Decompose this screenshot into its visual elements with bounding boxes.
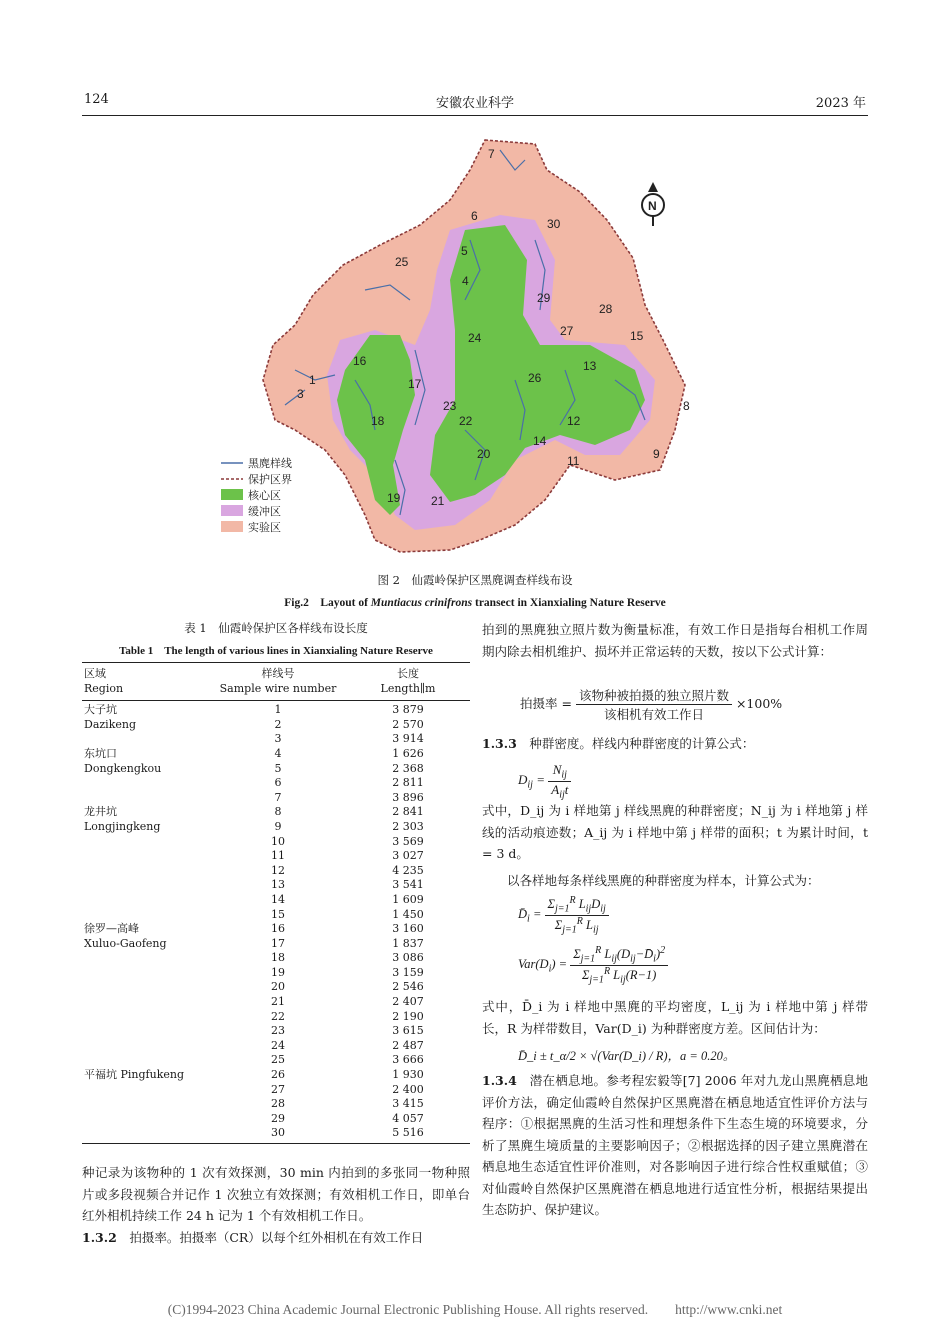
table-cell-num: 21 (271, 995, 285, 1009)
map-label-12: 12 (567, 414, 581, 428)
table-cell-num: 24 (271, 1038, 285, 1052)
table-row (82, 1068, 470, 1083)
table-cell-num: 13 (271, 878, 285, 892)
table-cell-num: 29 (271, 1111, 285, 1125)
table-title-cn: 表 1 仙霞岭保护区各样线布设长度 (184, 621, 368, 635)
map-label-29: 29 (537, 291, 551, 305)
table-row (82, 966, 470, 981)
table-cell-region: 平福坑 Pingfukeng (84, 1068, 184, 1082)
table-cell-len: 2 841 (392, 805, 424, 819)
table-row (82, 1097, 470, 1112)
table-cell-len: 2 407 (392, 995, 424, 1009)
map-label-17: 17 (408, 377, 422, 391)
map-label-5: 5 (461, 244, 468, 258)
formula-density: $D_{ij}$ = $\frac{N_{ij}}{A_{ij}t}$ (518, 762, 571, 800)
table-cell-num: 28 (271, 1097, 285, 1111)
map-label-27: 27 (560, 324, 574, 338)
map-label-22: 22 (459, 414, 473, 428)
table-row (82, 1010, 470, 1025)
table-cell-len: 3 541 (392, 878, 424, 892)
table-cell-num: 4 (274, 746, 282, 760)
table-cell-num: 9 (274, 819, 282, 833)
table-cell-region (82, 864, 210, 879)
table-row (82, 951, 470, 966)
table-cell-num: 6 (274, 776, 282, 790)
table-cell-len: 3 896 (392, 790, 424, 804)
table-cell-region: Xuluo-Gaofeng (84, 936, 167, 950)
map-label-30: 30 (547, 217, 561, 231)
table-row (82, 718, 470, 733)
table-cell-region (82, 732, 210, 747)
table-row (82, 922, 470, 937)
table-row (82, 835, 470, 850)
table-cell-region: 东坑口 (84, 746, 117, 760)
definition-paragraph-2: 式中，D̄_i 为 i 样地中黑麂的平均密度，L_ij 为 i 样地中第 j 样带长，R 为样带数目，Var(D_i) 为种群密度方差。区间估计为： (482, 999, 868, 1036)
table-cell-len: 3 027 (392, 849, 424, 863)
table-row (82, 820, 470, 835)
legend-swatch-buffer (221, 505, 243, 516)
table-cell-region (82, 951, 210, 966)
table-cell-region (82, 791, 210, 806)
table-cell-num: 25 (271, 1053, 285, 1067)
table-cell-region (82, 878, 210, 893)
table-cell-num: 17 (271, 936, 285, 950)
table-row (82, 1024, 470, 1039)
table-cell-num: 30 (271, 1126, 285, 1140)
table-cell-num: 8 (274, 805, 282, 819)
table-cell-len: 2 570 (392, 717, 424, 731)
table-row (82, 1039, 470, 1054)
table-cell-region (82, 995, 210, 1010)
header-year: 2023 年 (815, 96, 866, 111)
table-cell-num: 11 (271, 849, 285, 863)
table-cell-region: 龙井坑 (84, 805, 117, 819)
formula-variance: $Var(D_i)$ = $\frac{\Sigma_{j=1}^R L_{ij}(D_{ij}-D̄_i)^2}{\Sigma_{j=1}^R L_{ij}(R-1)}$ (518, 945, 668, 985)
table-cell-len: 2 190 (392, 1009, 424, 1023)
table-cell-len: 3 415 (392, 1097, 424, 1111)
section-1-3-3: 1.3.3 种群密度。样线内种群密度的计算公式： (482, 736, 755, 751)
table-row (82, 980, 470, 995)
table-row (82, 864, 470, 879)
figure-caption-en: Fig.2 Layout of Muntiacus crinifrons transect in Xianxialing Nature Reserve (284, 597, 666, 609)
table-cell-num: 26 (271, 1068, 285, 1082)
table-cell-len: 3 615 (392, 1024, 424, 1038)
formula-cr: 拍摄率 = $\frac{\text{该物种被拍摄的独立照片数}}{\text{该相机有效工作日}}$ ×100% (520, 688, 783, 722)
table-cell-region: 大子坑 (84, 703, 117, 717)
compass-icon (642, 182, 664, 226)
table-cell-num: 16 (271, 922, 285, 936)
table-cell-len: 1 930 (392, 1068, 424, 1082)
table-cell-num: 10 (271, 834, 285, 848)
map-label-15: 15 (630, 329, 644, 343)
map-label-16: 16 (353, 354, 367, 368)
formula-interval: D̄_i ± t_α/2 × √(Var(D_i) / R)，a = 0.20。 (518, 1049, 736, 1063)
map-label-28: 28 (599, 302, 613, 316)
table-cell-region (82, 966, 210, 981)
table-cell-num: 23 (271, 1024, 285, 1038)
table-row (82, 747, 470, 762)
table-row (82, 701, 470, 718)
map-label-18: 18 (371, 414, 385, 428)
table-row (82, 995, 470, 1010)
table-row (82, 908, 470, 923)
table-1 (82, 662, 470, 1144)
table-cell-region (82, 980, 210, 995)
table-cell-region (82, 1097, 210, 1112)
map-label-1: 1 (309, 373, 316, 387)
table-cell-len: 2 487 (392, 1038, 424, 1052)
table-cell-region (82, 1126, 210, 1143)
definition-paragraph-1: 式中，D_ij 为 i 样地第 j 样线黑麂的种群密度；N_ij 为 i 样地第 j 样线的活动痕迹数；A_ij 为 i 样地中第 j 样带的面积；t 为累计时间，t = 3 d。 (482, 803, 868, 861)
map-label-13: 13 (583, 359, 597, 373)
map-label-3: 3 (297, 387, 304, 401)
map-label-19: 19 (387, 491, 401, 505)
table-cell-len: 1 837 (392, 936, 424, 950)
table-row (82, 762, 470, 777)
map-legend (221, 456, 292, 534)
table-row (82, 849, 470, 864)
map-label-23: 23 (443, 399, 457, 413)
legend-label: 核心区 (248, 489, 281, 502)
table-row (82, 791, 470, 806)
section-1-3-4: 1.3.4 潜在栖息地。参考程宏毅等[7] 2006 年对九龙山黑麂栖息地评价方法，确定仙霞岭自然保护区黑麂潜在栖息地适宜性评价方法与程序：①根据黑麂的生活习性和理想条件下生态生境的环境要求，分析了黑麂生境质量的主要影响因子；②根据选择的因子建立黑麂潜在栖息地生态适宜性评价准则，对各影响因子进行综合性权重赋值；③对仙霞岭自然保护区黑麂潜在栖息地进行适宜性分析，根据结果提出生态防护、保护建议。 (482, 1073, 868, 1217)
table-row (82, 776, 470, 791)
table-cell-len: 1 450 (392, 907, 424, 921)
table-cell-region (82, 1112, 210, 1127)
table-cell-len: 1 626 (392, 746, 424, 760)
table-cell-num: 2 (274, 717, 282, 731)
table-cell-num: 19 (271, 965, 285, 979)
table-cell-num: 3 (274, 732, 282, 746)
table-cell-num: 12 (271, 863, 285, 877)
page-number: 124 (84, 92, 109, 107)
reserve-map (215, 130, 735, 560)
table-cell-region (82, 1053, 210, 1068)
table-header-row: 区域 Region 样线号 Sample wire number 长度 Length∥m (82, 663, 470, 701)
map-label-11: 11 (567, 454, 580, 468)
table-cell-region (82, 1010, 210, 1025)
table-row (82, 732, 470, 747)
header-rule (82, 115, 868, 116)
table-cell-region (82, 893, 210, 908)
table-row (82, 1083, 470, 1098)
sample-paragraph: 以各样地每条样线黑麂的种群密度为样本，计算公式为： (507, 873, 820, 888)
table-cell-num: 20 (271, 980, 285, 994)
table-cell-len: 2 400 (392, 1082, 424, 1096)
map-label-20: 20 (477, 447, 491, 461)
legend-label: 保护区界 (248, 473, 292, 486)
table-cell-num: 14 (271, 892, 285, 906)
table-cell-region (82, 849, 210, 864)
table-cell-len: 5 516 (392, 1126, 424, 1140)
table-cell-num: 15 (271, 907, 285, 921)
table-cell-num: 27 (271, 1082, 285, 1096)
map-label-8: 8 (683, 399, 690, 413)
svg-text:N: N (648, 199, 657, 213)
table-row (82, 937, 470, 952)
table-cell-len: 1 609 (392, 892, 424, 906)
table-cell-len: 3 569 (392, 834, 424, 848)
legend-label: 实验区 (248, 521, 281, 534)
legend-swatch-core (221, 489, 243, 500)
map-label-7: 7 (488, 147, 495, 161)
table-row (82, 1126, 470, 1143)
table-cell-len: 4 057 (392, 1111, 424, 1125)
table-cell-len: 2 303 (392, 819, 424, 833)
table-cell-region: Dongkengkou (84, 761, 162, 775)
table-cell-len: 3 879 (392, 703, 424, 717)
left-paragraph: 种记录为该物种的 1 次有效探测，30 min 内拍到的多张同一物种照片或多段视频合并记作 1 次独立有效探测；有效相机工作日，即单台红外相机持续工作 24 h 记为 1 个有效相机工作日。 1.3.2 拍摄率。拍摄率（CR）以每个红外相机在有效工作日 (82, 1165, 470, 1245)
table-cell-len: 3 159 (392, 965, 424, 979)
table-cell-num: 18 (271, 951, 285, 965)
table-cell-region: 徐罗—高峰 (84, 922, 139, 936)
table-cell-num: 1 (274, 703, 282, 717)
table-cell-len: 2 811 (392, 776, 424, 790)
table-cell-num: 22 (271, 1009, 285, 1023)
table-cell-num: 7 (274, 790, 282, 804)
table-cell-len: 2 368 (392, 761, 424, 775)
table-cell-num: 5 (274, 761, 282, 775)
table-cell-len: 3 666 (392, 1053, 424, 1067)
copyright-footer: (C)1994-2023 China Academic Journal Electronic Publishing House. All rights reserved. http://www.cnki.net (167, 1302, 783, 1317)
table-cell-len: 3 160 (392, 922, 424, 936)
legend-label: 黑麂样线 (248, 457, 292, 470)
table-cell-len: 3 914 (392, 732, 424, 746)
table-row (82, 805, 470, 820)
table-cell-len: 4 235 (392, 863, 424, 877)
table-row (82, 893, 470, 908)
table-cell-region: Dazikeng (84, 717, 136, 731)
map-label-25: 25 (395, 255, 409, 269)
map-label-6: 6 (471, 209, 478, 223)
table-cell-region (82, 1083, 210, 1098)
map-label-26: 26 (528, 371, 542, 385)
map-label-4: 4 (462, 274, 469, 288)
table-row (82, 878, 470, 893)
table-row (82, 1053, 470, 1068)
table-cell-region: Longjingkeng (84, 819, 161, 833)
table-cell-region (82, 1039, 210, 1054)
table-row (82, 1112, 470, 1127)
table-cell-len: 2 546 (392, 980, 424, 994)
map-label-9: 9 (653, 447, 660, 461)
table-cell-region (82, 908, 210, 923)
table-cell-region (82, 835, 210, 850)
journal-title: 安徽农业科学 (435, 96, 514, 111)
legend-label: 缓冲区 (248, 505, 281, 518)
map-label-14: 14 (533, 434, 547, 448)
figure-caption-cn: 图 2 仙霞岭保护区黑麂调查样线布设 (377, 573, 573, 587)
legend-swatch-experimental (221, 521, 243, 532)
table-cell-region (82, 776, 210, 791)
formula-mean: $D̄_i$ = $\frac{\Sigma_{j=1}^R L_{ij}D_{ij}}{\Sigma_{j=1}^R L_{ij}}$ (518, 895, 609, 935)
table-title-en: Table 1 The length of various lines in Xianxialing Nature Reserve (119, 645, 433, 657)
table-cell-len: 3 086 (392, 951, 424, 965)
map-label-21: 21 (431, 494, 445, 508)
table-cell-region (82, 1024, 210, 1039)
map-label-24: 24 (468, 331, 482, 345)
right-paragraph-1: 拍到的黑麂独立照片数为衡量标准，有效工作日是指每台相机工作周期内除去相机维护、损坏并正常运转的天数，按以下公式计算： (482, 622, 868, 659)
